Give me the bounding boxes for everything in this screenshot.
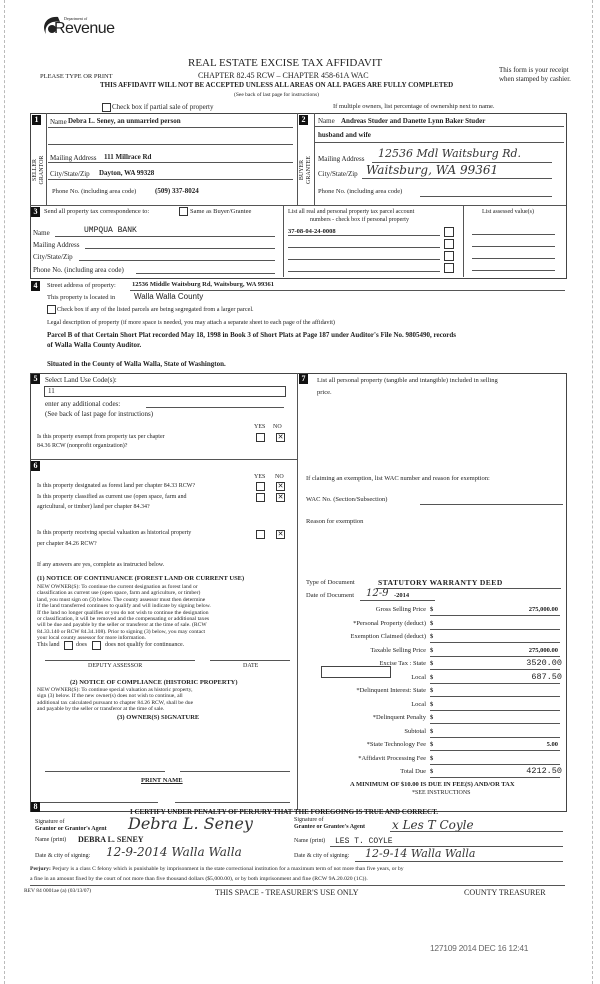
grantee-label: GRANTEE: [306, 156, 312, 184]
treasurer-stamp: 127109 2014 DEC 16 12:41: [430, 943, 529, 953]
form-warning: THIS AFFIDAVIT WILL NOT BE ACCEPTED UNLESS ALL AREAS ON ALL PAGES ARE FULLY COMPLETED: [100, 81, 454, 89]
perjury-notice: [30, 866, 404, 872]
field-line: [360, 600, 435, 601]
divider: [463, 205, 464, 277]
buyer-address-label: Mailing Address: [318, 155, 365, 163]
form-title: REAL ESTATE EXCISE TAX AFFIDAVIT: [188, 57, 383, 69]
dollar-sign: $: [430, 714, 434, 721]
same-as-buyer-label: Same as Buyer/Grantee: [190, 208, 252, 215]
fee-label: *State Technology Fee: [366, 741, 426, 748]
assessed-value-line[interactable]: [472, 258, 555, 259]
buyer-phone-label: Phone No. (including area code): [318, 188, 403, 195]
treasurer-use-label: THIS SPACE - TREASURER'S USE ONLY: [215, 888, 359, 897]
yes-header: YES: [254, 474, 266, 480]
field-line: [136, 273, 275, 274]
fee-line: [430, 723, 560, 724]
dollar-sign: $: [430, 606, 434, 613]
notice-continuance-title: (1) NOTICE OF CONTINUANCE (FOREST LAND OR CURRENT USE): [37, 575, 245, 582]
fee-value[interactable]: 4212.50: [526, 766, 562, 776]
buyer-label: BUYER: [299, 159, 305, 181]
legal-description-label: Legal description of property (if more space is needed, you may attach a separate sheet to each page of the affidavit): [47, 319, 335, 326]
fee-line: [430, 750, 560, 751]
partial-sale-checkbox[interactable]: [102, 103, 111, 112]
fee-label: Local: [411, 700, 426, 708]
seller-city[interactable]: Dayton, WA 99328: [99, 169, 155, 177]
fee-value[interactable]: 275,000.00: [528, 606, 558, 613]
fee-label: Exemption Claimed (deduct): [350, 633, 426, 640]
buyer-name[interactable]: Andreas Studer and Danette Lynn Baker Studer: [341, 117, 486, 125]
q-forest: Is this property designated as forest land per chapter 84.33 RCW?: [37, 483, 196, 489]
buyer-grantee-label: [299, 150, 313, 190]
doc-type-label: Type of Document: [306, 579, 355, 586]
parcel-line: [288, 259, 440, 260]
fee-line: [430, 629, 560, 630]
land-use-code-field[interactable]: [44, 386, 286, 397]
print-name-label: PRINT NAME: [141, 777, 183, 784]
dollar-sign: $: [430, 660, 434, 667]
grantor-label: GRANTOR: [39, 155, 45, 185]
notice-line: 84.33.140 or RCW 84.34.108). Prior to signing (3) below, you may contact: [37, 628, 206, 635]
grantee-print-name[interactable]: LES T. COYLE: [335, 837, 393, 846]
please-type-note: PLEASE TYPE OR PRINT: [40, 73, 113, 80]
q-exempt-1: Is this property exempt from property tax per chapter: [37, 434, 165, 440]
dollar-sign: $: [430, 687, 434, 694]
seller-grantor-label: [32, 150, 46, 190]
divider: [297, 113, 298, 205]
notice-line: If the land no longer qualifies or you do not wish to continue the designation: [37, 609, 209, 616]
fee-value[interactable]: 3520.00: [526, 658, 562, 668]
certify-statement: I CERTIFY UNDER PENALTY OF PERJURY THAT THE FOREGOING IS TRUE AND CORRECT.: [130, 808, 439, 816]
section-7-number: 7: [299, 374, 308, 384]
form-revision: REV 84 0001ae (a) (03/13/07): [24, 888, 92, 894]
notice-line: additional tax calculated pursuant to chapter 84.26 RCW, shall be due: [37, 699, 194, 706]
notice-compliance-text: [37, 687, 193, 713]
personal-property-checkbox[interactable]: [444, 227, 454, 237]
legal-description-line-2[interactable]: of Walla Walla County Auditor.: [47, 341, 142, 349]
county-treasurer-label: COUNTY TREASURER: [464, 888, 546, 897]
field-line: [48, 179, 293, 180]
fee-label: *Affidavit Processing Fee: [358, 754, 426, 762]
see-instructions-note: *SEE INSTRUCTIONS: [412, 790, 471, 796]
notice-line: sign (3) below. If the new owner(s) does not wish to continue, all: [37, 693, 183, 700]
signature-line: [45, 771, 165, 772]
doc-type[interactable]: STATUTORY WARRANTY DEED: [378, 578, 503, 587]
logo-word: Revenue: [54, 20, 115, 37]
q-exempt-2: 84.36 RCW (nonprofit organization)?: [37, 443, 128, 449]
signature-line: [38, 802, 158, 803]
dollar-sign: $: [430, 727, 434, 735]
section-1-number: 1: [32, 115, 41, 125]
field-line: [314, 142, 564, 143]
receipt-note-1: This form is your receipt: [499, 66, 569, 74]
dollar-sign: $: [430, 646, 434, 654]
tax-city-label: City/State/Zip: [33, 253, 73, 261]
notice-line: your local county assessor for more information.: [37, 635, 146, 642]
scan-edge-right: [592, 0, 593, 984]
field-line: [146, 407, 284, 408]
q-historic-2: per chapter 84.26 RCW?: [37, 541, 97, 547]
parcel-line: [288, 271, 440, 272]
dollar-sign: $: [430, 700, 434, 708]
personal-property-checkbox[interactable]: [444, 251, 454, 261]
notice-line: will be due and payable by the seller or transferor at the time of sale. (RCW: [37, 622, 207, 629]
grantor-date-city-label: Date & city of signing:: [35, 853, 91, 859]
county[interactable]: Walla Walla County: [134, 292, 204, 301]
owner-signature-title: (3) OWNER(S) SIGNATURE: [117, 714, 200, 721]
seller-name[interactable]: Debra L. Seney, an unmarried person: [68, 117, 181, 125]
notice-line: if the land transferred continues to qualify and will indicate by signing below.: [37, 603, 211, 610]
land-does-checkbox[interactable]: [64, 641, 73, 650]
doc-date-handwritten[interactable]: 12-9: [366, 588, 389, 599]
segregated-label: Check box if any of the listed parcels are being segregated from a larger parcel.: [57, 306, 254, 313]
field-line: [55, 236, 275, 237]
fee-value[interactable]: 275,000.00: [528, 646, 558, 654]
parcel-line: [288, 235, 440, 236]
grantor-signature[interactable]: Debra L. Seney: [128, 814, 253, 833]
divider: [30, 459, 298, 460]
field-line: [48, 162, 293, 163]
additional-codes-label: enter any additional codes:: [45, 400, 121, 408]
scan-edge-left: [4, 0, 5, 984]
q-current-use-1: Is this property classified as current use (open space, farm and: [37, 494, 187, 500]
notice-line: classification as current use (open space, farm and agriculture, or timber): [37, 590, 201, 597]
perjury-label: Perjury:: [30, 866, 51, 872]
dollar-sign: $: [430, 673, 434, 681]
grantor-agent-label: Grantor or Grantor's Agent: [35, 826, 107, 832]
signature-line: [210, 660, 290, 661]
legal-description-line-1[interactable]: Parcel B of that Certain Short Plat recorded May 18, 1998 in Book 3 of Short Plats at Page 187 under Auditor's File No. 9805490, records: [47, 331, 456, 339]
field-line: [85, 248, 275, 249]
multiple-owners-note: If multiple owners, list percentage of ownership next to name.: [333, 103, 495, 110]
dollar-sign: $: [430, 633, 434, 640]
historic-no-checkbox[interactable]: ✕: [277, 530, 284, 538]
reason-label: Reason for exemption: [306, 518, 364, 525]
assessed-value-header: List assessed value(s): [482, 209, 534, 215]
tax-name-label: Name: [33, 229, 50, 237]
signature-line: [390, 831, 563, 832]
if-yes-note: If any answers are yes, complete as instructed below.: [37, 562, 165, 568]
exemption-label: If claiming an exemption, list WAC number and reason for exemption:: [306, 475, 490, 482]
personal-property-checkbox[interactable]: [444, 263, 454, 273]
fee-line: [430, 656, 560, 657]
tax-phone-label: Phone No. (including area code): [33, 266, 124, 274]
doc-date-label: Date of Document: [306, 592, 355, 599]
land-use-code: 11: [48, 387, 55, 395]
divider: [283, 205, 284, 277]
buyer-city-label: City/State/Zip: [318, 170, 358, 178]
fee-label: Local: [411, 673, 426, 681]
date-label: DATE: [243, 663, 259, 669]
fee-line: [430, 737, 560, 738]
grantee-agent-label: Grantee or Grantee's Agent: [294, 824, 366, 830]
dollar-sign: $: [430, 741, 434, 748]
notice-line: NEW OWNER(S): To continue special valuation as historic property,: [37, 687, 193, 693]
forest-no-checkbox[interactable]: ✕: [277, 482, 284, 490]
tax-name[interactable]: UMPQUA BANK: [84, 226, 137, 235]
signature-line: [45, 660, 195, 661]
field-line: [79, 260, 275, 261]
q-current-use-2: agricultural, or timber) land per chapter 84.34?: [37, 504, 150, 510]
dollar-sign: $: [430, 754, 434, 762]
forest-yes-checkbox[interactable]: [256, 482, 265, 491]
grantee-sig-of-label: Signature of: [294, 817, 324, 823]
located-in-label: This property is located in: [47, 294, 116, 301]
personal-property-label-1: List all personal property (tangible and intangible) included in selling: [317, 377, 498, 384]
parcel-line: [288, 247, 440, 248]
grantor-sig-of-label: Signature of: [35, 819, 65, 825]
fee-label: *Delinquent Penalty: [372, 714, 426, 721]
local-code-field[interactable]: [321, 666, 391, 678]
divider: [30, 205, 566, 206]
parcel-header-2: numbers - check box if personal property: [310, 217, 409, 223]
seller-phone[interactable]: (509) 337-8024: [155, 187, 199, 195]
section-6-number: 6: [31, 461, 40, 471]
field-line: [420, 196, 552, 197]
seller-label: SELLER: [32, 159, 38, 181]
exempt-no-checkbox[interactable]: ✕: [277, 433, 284, 441]
assessed-value-line[interactable]: [472, 234, 555, 235]
fee-line: [430, 696, 560, 697]
field-line: [420, 504, 563, 505]
seller-name-label: Name: [50, 118, 67, 126]
exempt-yes-checkbox[interactable]: [256, 433, 265, 442]
notice-line: or classification, it will be removed and the compensating or additional taxes: [37, 616, 210, 623]
parcel-header-1: List all real and personal property tax parcel account: [288, 209, 415, 215]
field-line: [362, 178, 552, 179]
fee-line: [430, 764, 560, 765]
no-header: NO: [275, 474, 284, 480]
segregated-checkbox[interactable]: [47, 305, 56, 314]
seller-address[interactable]: 111 Millrace Rd: [104, 153, 152, 161]
fee-line: [430, 777, 560, 778]
divider: [46, 113, 47, 205]
doc-date-year[interactable]: -2014: [394, 592, 410, 599]
does-not-label: does not qualify for continuance.: [105, 642, 185, 648]
land-use-see-back: (See back of last page for instructions): [45, 410, 154, 418]
fee-label: Total Due: [400, 768, 426, 775]
grantee-date-city-label: Date & city of signing:: [294, 853, 350, 859]
fee-label: Excise Tax : State: [379, 660, 426, 667]
fee-line: [430, 642, 560, 643]
section-3-number: 3: [31, 207, 40, 217]
partial-sale-label: Check box if partial sale of property: [112, 103, 214, 111]
see-back-note: (See back of last page for instructions): [234, 92, 319, 98]
land-does-not-checkbox[interactable]: [92, 641, 101, 650]
grantee-signature[interactable]: x Les T Coyle: [392, 818, 474, 832]
fee-line: [430, 615, 560, 616]
perjury-text-2: a fine in an amount fixed by the court of not more than five thousand dollars ($5,000.00), or by both imprisonment and fine (RCW 9A.20.020 (1C)).: [30, 876, 368, 882]
fee-line: [430, 683, 560, 684]
tax-address-label: Mailing Address: [33, 241, 80, 249]
notice-continuance-text: [37, 584, 211, 642]
personal-property-checkbox[interactable]: [444, 239, 454, 249]
fee-label: *Personal Property (deduct): [353, 619, 426, 627]
notice-line: NEW OWNER(S): To continue the current designation as forest land or: [37, 584, 198, 590]
buyer-city[interactable]: Waitsburg, WA 99361: [366, 163, 499, 177]
buyer-name-line-2[interactable]: husband and wife: [318, 131, 371, 139]
logo-dept-text: Department of: [64, 16, 88, 21]
q-historic-1: Is this property receiving special valuation as historical property: [37, 530, 192, 536]
personal-property-label-2: price.: [317, 389, 332, 396]
street-address-label: Street address of property:: [47, 282, 116, 289]
current-use-no-checkbox[interactable]: ✕: [277, 493, 284, 501]
this-land-label: This land: [37, 642, 60, 648]
receipt-note-2: when stamped by cashier.: [499, 75, 571, 83]
grantee-name-print-label: Name (print): [294, 838, 326, 844]
assessed-value-line[interactable]: [472, 270, 555, 271]
yes-header: YES: [254, 424, 266, 430]
fee-value[interactable]: 5.00: [546, 741, 558, 748]
fee-line: [430, 669, 560, 670]
current-use-yes-checkbox[interactable]: [256, 493, 265, 502]
field-line: [48, 127, 293, 128]
seller-city-label: City/State/Zip: [50, 170, 90, 178]
fee-label: Gross Selling Price: [375, 606, 426, 613]
fee-label: Subtotal: [404, 727, 426, 735]
send-correspondence-label: Send all property tax correspondence to:: [44, 208, 150, 215]
seller-phone-label: Phone No. (including area code): [52, 188, 137, 195]
assessed-value-line[interactable]: [472, 246, 555, 247]
field-line: [48, 144, 293, 145]
dollar-sign: $: [430, 619, 434, 627]
grantee-date-city[interactable]: 12-9-14 Walla Walla: [365, 847, 476, 860]
street-address[interactable]: 12536 Middle Waitsburg Rd, Waitsburg, WA 99361: [132, 281, 274, 288]
fee-label: Taxable Selling Price: [370, 646, 426, 654]
fee-value[interactable]: 687.50: [531, 671, 562, 682]
section-5-number: 5: [31, 374, 40, 384]
signature-line: [355, 861, 563, 862]
form-chapter: CHAPTER 82.45 RCW – CHAPTER 458-61A WAC: [198, 71, 369, 80]
legal-description-line-3[interactable]: Situated in the County of Walla Walla, State of Washington.: [47, 360, 226, 368]
notice-line: land, you must sign on (3) below. The county assessor must then determine: [37, 596, 206, 603]
section-8-number: 8: [31, 802, 40, 812]
buyer-name-label: Name: [318, 117, 335, 125]
land-use-label: Select Land Use Code(s):: [45, 376, 117, 384]
field-line: [130, 290, 565, 291]
field-line: [376, 588, 561, 589]
grantor-name-print-label: Name (print): [35, 837, 67, 843]
deputy-assessor-label: DEPUTY ASSESSOR: [88, 663, 143, 669]
minimum-due-note: A MINIMUM OF $10.00 IS DUE IN FEE(S) AND/OR TAX: [350, 781, 515, 788]
dollar-sign: $: [430, 768, 434, 775]
wac-label: WAC No. (Section/Subsection): [306, 496, 388, 503]
field-line: [314, 126, 564, 127]
perjury-text-1: Perjury is a class C felony which is punishable by imprisonment in the state correctional institution for a maximum term of not more than five years, or by: [50, 866, 404, 872]
historic-yes-checkbox[interactable]: [256, 530, 265, 539]
fee-label: *Delinquent Interest: State: [356, 687, 426, 694]
signature-line: [175, 802, 290, 803]
section-2-number: 2: [299, 115, 308, 125]
divider: [30, 885, 565, 886]
fee-line: [430, 710, 560, 711]
grantor-print-name[interactable]: DEBRA L. SENEY: [78, 835, 144, 844]
parcel-number-1[interactable]: 37-08-04-24-0008: [288, 228, 336, 235]
notice-compliance-title: (2) NOTICE OF COMPLIANCE (HISTORIC PROPERTY): [70, 679, 238, 686]
buyer-address[interactable]: 12536 Mdl Waitsburg Rd.: [378, 147, 522, 160]
same-as-buyer-checkbox[interactable]: [179, 207, 188, 216]
does-label: does: [76, 642, 87, 648]
section-4-number: 4: [31, 281, 40, 291]
notice-line: and payable by the seller or transferor at the time of sale.: [37, 706, 165, 713]
signature-line: [180, 771, 290, 772]
grantor-date-city[interactable]: 12-9-2014 Walla Walla: [106, 845, 242, 859]
divider: [297, 373, 298, 810]
no-header: NO: [273, 424, 282, 430]
seller-address-label: Mailing Address: [50, 154, 97, 162]
